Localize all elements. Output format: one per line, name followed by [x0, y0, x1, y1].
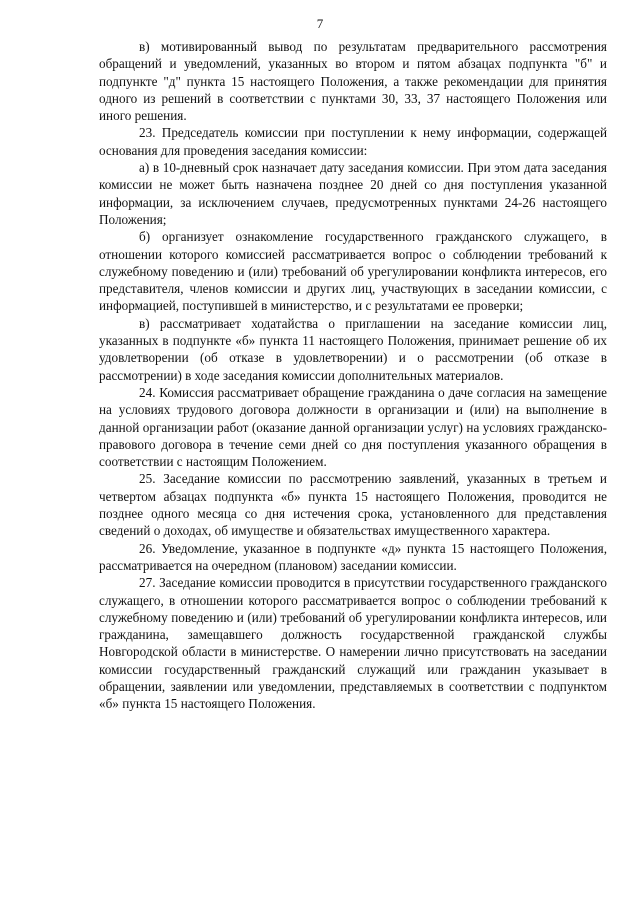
paragraph-26: 26. Уведомление, указанное в подпункте «д» пункта 15 настоящего Положения, рассматривается на очередном (плановом) заседании комиссии.	[99, 540, 607, 573]
document-body	[99, 38, 607, 713]
paragraph-23a: а) в 10-дневный срок назначает дату заседания комиссии. При этом дата заседания комиссии не может быть назначена позднее 20 дней со дня поступления указанной информации, за исключением случаев, предусмотренных пунктами 24-26 настоящего Положения;	[99, 160, 607, 227]
paragraph-22v: в) мотивированный вывод по результатам предварительного рассмотрения обращений и уведомлений, указанных во втором и пятом абзацах подпункта "б" и подпункте "д" пункта 15 настоящего Положения, а также рекомендации для принятия одного из решений в соответствии с пунктами 30, 33, 37 настоящего Положения или иного решения.	[99, 39, 607, 124]
paragraph-25: 25. Заседание комиссии по рассмотрению заявлений, указанных в третьем и четвертом абзацах подпункта «б» пункта 15 настоящего Положения, проводится не позднее одного месяца со дня истечения срока, установленного для представления сведений о доходах, об имуществе и обязательствах имущественного характера.	[99, 471, 607, 539]
paragraph-24: 24. Комиссия рассматривает обращение гражданина о даче согласия на замещение на условиях трудового договора должности в организации и (или) на выполнение в данной организации работ (оказание данной организации услуг) на условиях гражданско-правового договора в течение семи дней со дня поступления указанного обращения в соответствии с настоящим Положением.	[99, 384, 607, 470]
paragraph-23v: в) рассматривает ходатайства о приглашении на заседание комиссии лиц, указанных в подпункте «б» пункта 11 настоящего Положения, принимает решение об их удовлетворении (об отказе в удовлетворении) и о рассмотрении (об отказе в рассмотрении) в ходе заседания комиссии дополнительных материалов.	[99, 315, 607, 383]
page-number: 7	[316, 16, 324, 31]
paragraph-23b: б) организует ознакомление государственного гражданского служащего, в отношении которого комиссией рассматривается вопрос о соблюдении требований к служебному поведению и (или) требований об урегулировании конфликта интересов, его представителя, членов комиссии и других лиц, участвующих в заседании комиссии, с информацией, поступившей в министерство, и с результатами ее проверки;	[99, 229, 607, 314]
paragraph-27: 27. Заседание комиссии проводится в присутствии государственного гражданского служащего, в отношении которого рассматривается вопрос о соблюдении требований к служебному поведению и (или) требований об урегулировании конфликта интересов, или гражданина, замещавшего должность государственной гражданской службы Новгородской области в министерстве. О намерении лично присутствовать на заседании комиссии государственный гражданский служащий или гражданин указывает в обращении, заявлении или уведомлении, представляемых в соответствии с подпунктом «б» пункта 15 настоящего Положения.	[99, 575, 607, 712]
paragraph-23: 23. Председатель комиссии при поступлении к нему информации, содержащей основания для проведения заседания комиссии:	[99, 125, 607, 158]
